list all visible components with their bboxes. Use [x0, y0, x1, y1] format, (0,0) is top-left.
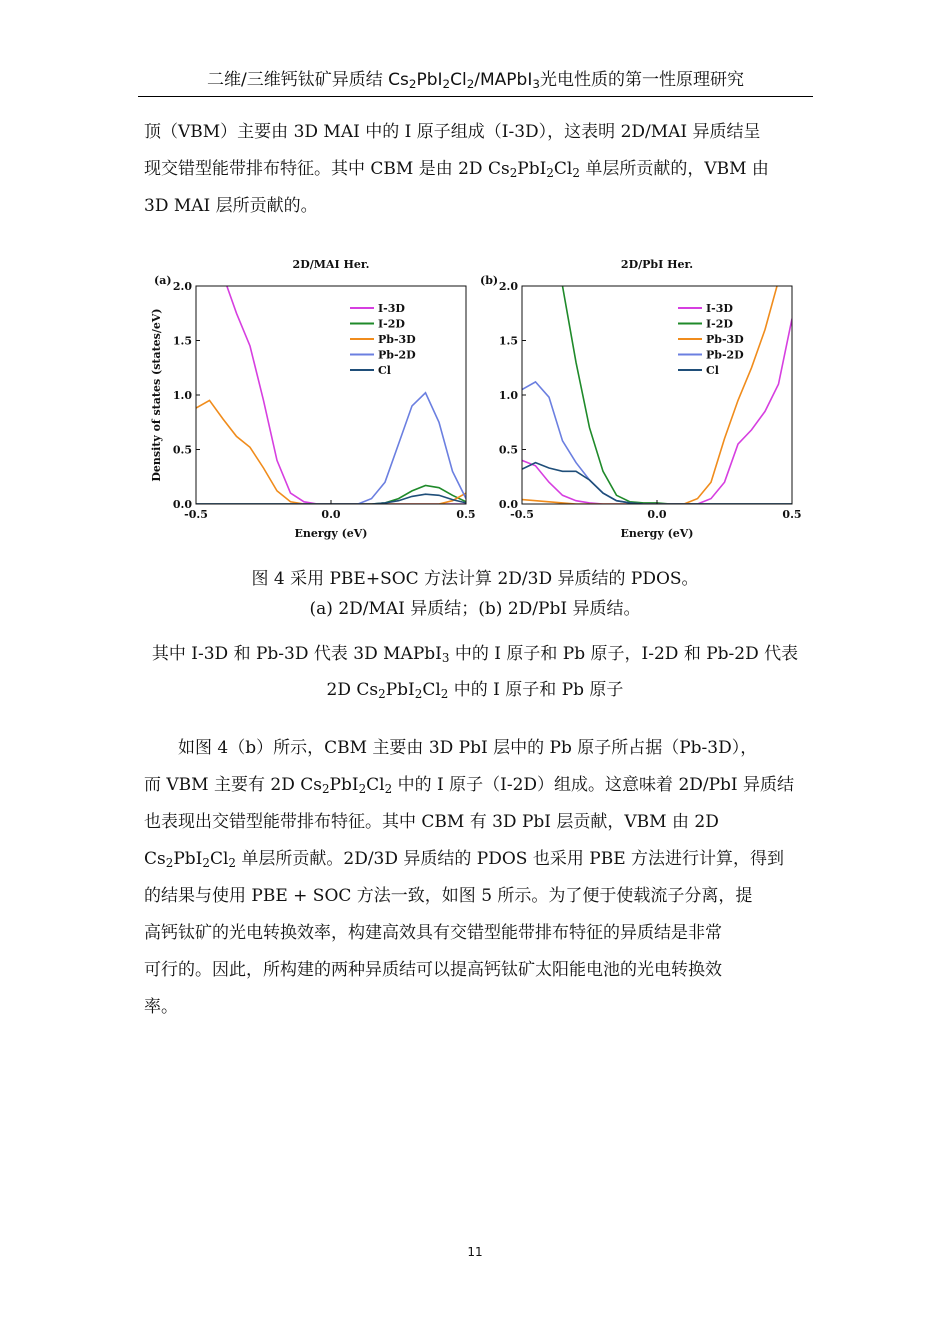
y-tick-label: 1.5: [498, 334, 518, 348]
legend-label-pb-3d: Pb-3D: [378, 333, 416, 346]
running-header: 二维/三维钙钛矿异质结 $Cs_2PbI_2Cl_2/MAPbI_3$光电性质的第一性原理研究: [207, 70, 744, 91]
y-tick-label: 0.0: [498, 498, 518, 511]
x-tick-label: -0.5: [510, 508, 534, 521]
y-axis-label: Density of states (states/eV): [150, 308, 163, 482]
series-line-i-3d: [196, 250, 466, 504]
paragraph-1: 顶（VBM）主要由 3D MAI 中的 I 原子组成（I-3D），这表明 2D/MAI 异质结呈 现交错型能带排布特征。其中 CBM 是由 2D $Cs_2PbI_2Cl_2$ 单层所贡献的，VBM 由 3D MAI 层所贡献的。: [144, 122, 769, 216]
y-tick-label: 1.0: [498, 389, 518, 402]
y-tick-label: 1.5: [172, 334, 192, 348]
panel-label: (b): [480, 274, 499, 287]
paragraph-2: 如图 4（b）所示，CBM 主要由 3D PbI 层中的 Pb 原子所占据（Pb-3D）， 而 VBM 主要有 2D $Cs_2PbI_2Cl_2$ 中的 I 原子（I-2D）组成。这意味着 2D/PbI 异质结 也表现出交错型能带排布特征。其中 CBM 有 3D PbI 层贡献，VBM 由 2D $Cs_2PbI_2Cl_2$ 单层所贡献。2D/3D 异质结的 PDOS 也采用 PBE 方法进行计算，得到 的结果与使用 PBE + SOC 方法一致，如图 5 所示。为了便于使载流子分离，提 高钙钛矿的光电转换效率，构建高效具有交错型能带排布特征的异质结是非常 可行的。因此，所构建的两种异质结可以提高钙钛矿太阳能电池的光电转换效 率。: [144, 738, 795, 1017]
series-line-pb-2d: [196, 393, 466, 504]
legend-label-cl: Cl: [378, 364, 391, 377]
x-tick-label: 0.0: [647, 508, 667, 521]
y-tick-label: 1.0: [172, 389, 192, 402]
x-tick-label: -0.5: [184, 508, 208, 521]
y-tick-label: 2.0: [172, 280, 192, 293]
legend-label-pb-2d: Pb-2D: [706, 348, 744, 362]
legend-label-i-3d: I-3D: [378, 302, 405, 315]
y-tick-label: 0.5: [498, 443, 518, 457]
x-tick-label: 0.5: [456, 508, 476, 521]
x-tick-label: 0.5: [782, 508, 802, 521]
panel-title: 2D/PbI Her.: [620, 258, 694, 271]
y-tick-label: 2.0: [498, 280, 518, 293]
plot-frame: [196, 286, 466, 504]
panel-label: (a): [154, 274, 172, 287]
page-number: 11: [467, 1245, 483, 1259]
x-tick-label: 0.0: [321, 508, 341, 521]
header-rule: [138, 96, 813, 97]
legend-label-i-2d: I-2D: [706, 317, 733, 331]
legend-label-pb-3d: Pb-3D: [706, 333, 744, 346]
figure-4: [140, 250, 820, 550]
panel-title: 2D/MAI Her.: [292, 258, 370, 271]
series-line-pb-2d: [522, 382, 792, 504]
series-line-cl: [522, 463, 792, 504]
pdos-figure: [140, 250, 820, 550]
y-tick-label: 0.0: [172, 498, 192, 511]
legend-label-pb-2d: Pb-2D: [378, 348, 416, 362]
legend-label-cl: Cl: [706, 364, 719, 377]
y-tick-label: 0.5: [172, 443, 192, 457]
series-line-i-3d: [522, 319, 792, 504]
series-line-i-2d: [522, 250, 792, 504]
x-axis-label: Energy (eV): [294, 527, 368, 540]
series-line-pb-3d: [196, 400, 466, 504]
x-axis-label: Energy (eV): [620, 527, 694, 540]
legend-label-i-2d: I-2D: [378, 317, 405, 331]
figure-caption-note: 其中 I-3D 和 Pb-3D 代表 3D MAPbI$_3$ 中的 I 原子和 Pb 原子，I-2D 和 Pb-2D 代表 2D $Cs_2PbI_2Cl_2$ 中的 I 原子和 Pb 原子: [151, 644, 799, 701]
figure-caption: 图 4 采用 PBE+SOC 方法计算 2D/3D 异质结的 PDOS。 (a) 2D/MAI 异质结；(b) 2D/PbI 异质结。: [251, 569, 699, 619]
legend-label-i-3d: I-3D: [706, 302, 733, 315]
